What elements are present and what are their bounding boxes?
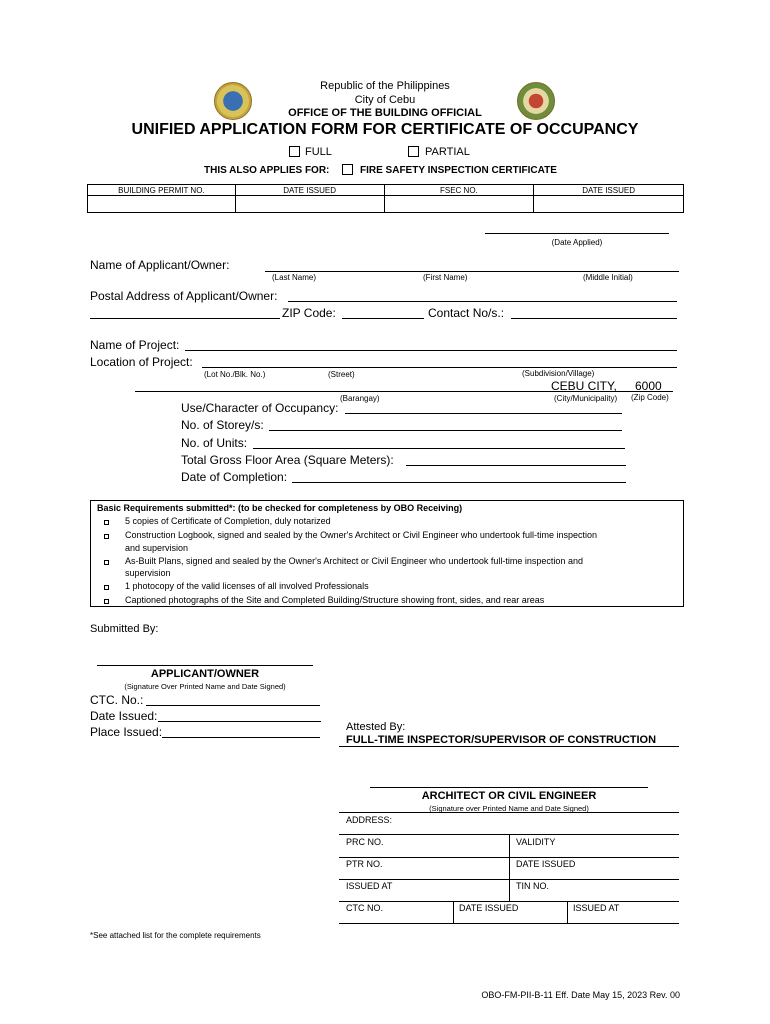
postal-address-line[interactable] xyxy=(288,301,677,302)
permit-header-bp: BUILDING PERMIT NO. xyxy=(88,185,236,196)
submitted-by-label: Submitted By: xyxy=(90,623,159,635)
tin-row-line[interactable] xyxy=(339,901,679,902)
inspector-underline xyxy=(339,746,679,747)
barangay-caption: (Barangay) xyxy=(340,394,380,403)
partial-checkbox[interactable] xyxy=(408,146,419,157)
date-applied-caption: (Date Applied) xyxy=(551,238,603,247)
applicant-signature-line[interactable] xyxy=(97,665,313,666)
zip-caption: (Zip Code) xyxy=(631,393,669,402)
header-republic: Republic of the Philippines xyxy=(320,80,450,92)
street-caption: (Street) xyxy=(328,370,355,379)
applicant-name-line[interactable] xyxy=(265,271,679,272)
postal-address-line-2[interactable] xyxy=(90,318,280,319)
permit-table xyxy=(87,184,684,213)
req-checkbox-2[interactable] xyxy=(104,534,109,539)
requirement-item: 5 copies of Certificate of Completion, duly notarized xyxy=(125,516,331,526)
req-checkbox-3[interactable] xyxy=(104,560,109,565)
permit-date1-cell[interactable] xyxy=(235,196,384,213)
full-label: FULL xyxy=(305,146,332,158)
permit-header-date1: DATE ISSUED xyxy=(235,185,384,196)
middle-initial-caption: (Middle Initial) xyxy=(583,273,633,282)
footnote: *See attached list for the complete requirements xyxy=(90,931,261,940)
form-code: OBO-FM-PII-B-11 Eff. Date May 15, 2023 Rev. 00 xyxy=(481,990,680,1000)
requirement-item: Construction Logbook, signed and sealed by the Owner's Architect or Civil Engineer who undertook full-time inspection xyxy=(125,530,597,540)
completion-date-label: Date of Completion: xyxy=(181,470,288,484)
use-occupancy-label: Use/Character of Occupancy: xyxy=(181,401,339,415)
engineer-signature-line[interactable] xyxy=(370,787,648,788)
contact-label: Contact No/s.: xyxy=(428,306,505,320)
prc-label: PRC NO. xyxy=(346,837,384,847)
date-applied-line[interactable] xyxy=(485,233,669,234)
requirements-title: Basic Requirements submitted*: (to be checked for completeness by OBO Receiving) xyxy=(97,503,463,513)
req-checkbox-1[interactable] xyxy=(104,520,109,525)
permit-bp-cell[interactable] xyxy=(88,196,236,213)
requirement-item-cont: supervision xyxy=(125,568,171,578)
first-name-caption: (First Name) xyxy=(423,273,468,282)
use-occupancy-line[interactable] xyxy=(345,413,622,414)
tin-label: TIN NO. xyxy=(516,881,549,891)
completion-date-line[interactable] xyxy=(292,482,626,483)
validity-label: VALIDITY xyxy=(516,837,556,847)
requirement-item: 1 photocopy of the valid licenses of all involved Professionals xyxy=(125,581,369,591)
ctc-row-line[interactable] xyxy=(339,923,679,924)
permit-header-fsec: FSEC NO. xyxy=(384,185,534,196)
partial-label: PARTIAL xyxy=(425,146,470,158)
divider xyxy=(509,857,510,879)
gross-floor-area-label: Total Gross Floor Area (Square Meters): xyxy=(181,453,394,467)
ptr-date-label: DATE ISSUED xyxy=(516,859,576,869)
applicant-sig-note: (Signature Over Printed Name and Date Signed) xyxy=(124,682,286,691)
engineer-role: ARCHITECT OR CIVIL ENGINEER xyxy=(421,790,597,802)
ctc-no-label: CTC NO. xyxy=(346,903,383,913)
fsic-label: FIRE SAFETY INSPECTION CERTIFICATE xyxy=(360,165,557,176)
project-location-line[interactable] xyxy=(202,367,677,368)
project-name-label: Name of Project: xyxy=(90,338,180,352)
gross-floor-area-line[interactable] xyxy=(406,465,626,466)
project-name-line[interactable] xyxy=(185,350,677,351)
fsic-checkbox[interactable] xyxy=(342,164,353,175)
permit-header-date2: DATE ISSUED xyxy=(534,185,684,196)
zip-code-label: ZIP Code: xyxy=(282,306,336,320)
req-checkbox-5[interactable] xyxy=(104,599,109,604)
date-issued-line[interactable] xyxy=(158,721,321,722)
applicant-role: APPLICANT/OWNER xyxy=(150,668,260,680)
place-issued-line[interactable] xyxy=(162,737,320,738)
divider xyxy=(509,834,510,857)
storeys-label: No. of Storey/s: xyxy=(181,418,264,432)
header-city: City of Cebu xyxy=(354,94,416,106)
fsec-cell[interactable] xyxy=(384,196,534,213)
applicant-name-label: Name of Applicant/Owner: xyxy=(90,258,230,272)
obo-seal-icon xyxy=(517,82,555,120)
units-label: No. of Units: xyxy=(181,436,248,450)
address-label: ADDRESS: xyxy=(346,815,393,825)
ctc-issued-at-label: ISSUED AT xyxy=(573,903,620,913)
city-caption: (City/Municipality) xyxy=(554,394,618,403)
divider xyxy=(453,901,454,923)
requirement-item: As-Built Plans, signed and sealed by the Owner's Architect or Civil Engineer who undertook full-time inspection and xyxy=(125,556,583,566)
attested-by-label: Attested By: xyxy=(346,721,406,733)
city-value: CEBU CITY, xyxy=(551,379,617,393)
header-office: OFFICE OF THE BUILDING OFFICIAL xyxy=(288,107,482,119)
project-location-label: Location of Project: xyxy=(90,355,193,369)
permit-date2-cell[interactable] xyxy=(534,196,684,213)
inspector-role: FULL-TIME INSPECTOR/SUPERVISOR OF CONSTRUCTION xyxy=(346,734,657,746)
requirement-item: Captioned photographs of the Site and Completed Building/Structure showing front, sides, and rear areas xyxy=(125,595,545,605)
city-zip-line xyxy=(549,391,673,392)
contact-line[interactable] xyxy=(511,318,677,319)
date-issued-label: Date Issued: xyxy=(90,709,158,723)
divider xyxy=(509,879,510,901)
full-checkbox[interactable] xyxy=(289,146,300,157)
units-line[interactable] xyxy=(253,448,625,449)
subdivision-caption: (Subdivision/Village) xyxy=(522,369,595,378)
ctc-line[interactable] xyxy=(146,705,320,706)
postal-address-label: Postal Address of Applicant/Owner: xyxy=(90,289,278,303)
barangay-line[interactable] xyxy=(135,391,549,392)
place-issued-label: Place Issued: xyxy=(90,725,163,739)
ctc-date-label: DATE ISSUED xyxy=(459,903,519,913)
form-title: UNIFIED APPLICATION FORM FOR CERTIFICATE OF OCCUPANCY xyxy=(131,121,639,138)
engineer-box-top xyxy=(339,812,679,813)
zip-code-line[interactable] xyxy=(342,318,424,319)
engineer-sig-note: (Signature over Printed Name and Date Signed) xyxy=(429,804,589,813)
cebu-city-seal-icon xyxy=(214,82,252,120)
storeys-line[interactable] xyxy=(269,430,622,431)
divider xyxy=(567,901,568,923)
ctc-label: CTC. No.: xyxy=(90,693,144,707)
also-applies-label: THIS ALSO APPLIES FOR: xyxy=(204,165,330,176)
issued-at-label: ISSUED AT xyxy=(346,881,393,891)
requirement-item-cont: and supervision xyxy=(125,543,189,553)
req-checkbox-4[interactable] xyxy=(104,585,109,590)
zip-value: 6000 xyxy=(635,379,662,393)
ptr-label: PTR NO. xyxy=(346,859,383,869)
last-name-caption: (Last Name) xyxy=(272,273,317,282)
lot-caption: (Lot No./Blk. No.) xyxy=(204,370,266,379)
